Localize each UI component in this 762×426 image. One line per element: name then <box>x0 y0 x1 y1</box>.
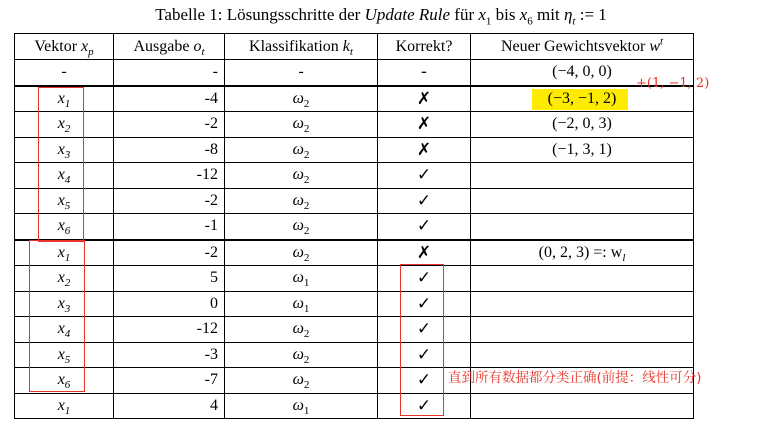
cell-klassifikation: $\omega_1$ <box>225 266 378 292</box>
convergence-note: 直到所有数据都分类正确(前提：线性可分) <box>448 370 702 386</box>
cell-gewichtsvektor <box>471 317 694 343</box>
cell-korrekt: ✓ <box>378 317 471 343</box>
cell-ausgabe: -4 <box>114 86 225 112</box>
cell-ausgabe: -3 <box>114 342 225 368</box>
cell-korrekt: - <box>378 60 471 86</box>
cell-klassifikation: $\omega_2$ <box>225 317 378 343</box>
table-row <box>15 188 694 214</box>
cell-gewichtsvektor: (−3, −1, 2) <box>471 86 694 112</box>
cell-klassifikation: $\omega_1$ <box>225 291 378 317</box>
cell-korrekt: ✗ <box>378 137 471 163</box>
cell-vektor: $x_5$ <box>15 342 114 368</box>
cell-klassifikation: $\omega_2$ <box>225 163 378 189</box>
cell-gewichtsvektor: (−1, 3, 1) <box>471 137 694 163</box>
header-gewichtsvektor: Neuer Gewichtsvektor $w^t$ <box>471 34 694 60</box>
cell-ausgabe: -7 <box>114 368 225 394</box>
cell-korrekt: ✓ <box>378 291 471 317</box>
cell-ausgabe: - <box>114 60 225 86</box>
cell-ausgabe: -2 <box>114 188 225 214</box>
table-row <box>15 317 694 343</box>
cell-korrekt: ✓ <box>378 163 471 189</box>
cell-ausgabe: -2 <box>114 240 225 266</box>
cell-ausgabe: 0 <box>114 291 225 317</box>
cell-gewichtsvektor <box>471 342 694 368</box>
table-row <box>15 112 694 138</box>
table-row <box>15 137 694 163</box>
header-ausgabe: Ausgabe $o_t$ <box>114 34 225 60</box>
cell-vektor: $x_3$ <box>15 137 114 163</box>
cell-gewichtsvektor <box>471 393 694 419</box>
cell-vektor: $x_2$ <box>15 266 114 292</box>
cell-ausgabe: 5 <box>114 266 225 292</box>
cell-klassifikation: $\omega_2$ <box>225 342 378 368</box>
table-row <box>15 240 694 266</box>
cell-ausgabe: 4 <box>114 393 225 419</box>
cell-gewichtsvektor <box>471 291 694 317</box>
cell-klassifikation: - <box>225 60 378 86</box>
cell-klassifikation: $\omega_2$ <box>225 240 378 266</box>
cell-vektor: $x_6$ <box>15 214 114 240</box>
cell-vektor: $x_6$ <box>15 368 114 394</box>
table-row <box>15 214 694 240</box>
cell-korrekt: ✗ <box>378 112 471 138</box>
header-korrekt: Korrekt? <box>378 34 471 60</box>
header-klassifikation: Klassifikation $k_t$ <box>225 34 378 60</box>
cell-vektor: - <box>15 60 114 86</box>
cell-korrekt: ✗ <box>378 240 471 266</box>
table-caption: Tabelle 1: Lösungsschritte der Update Rule für $x_1$ bis $x_6$ mit $\eta_t$ := 1 <box>155 5 607 28</box>
cell-klassifikation: $\omega_2$ <box>225 188 378 214</box>
cell-korrekt: ✗ <box>378 86 471 112</box>
cell-korrekt: ✓ <box>378 368 471 394</box>
table-row <box>15 163 694 189</box>
cell-ausgabe: -8 <box>114 137 225 163</box>
cell-ausgabe: -2 <box>114 112 225 138</box>
cell-vektor: $x_4$ <box>15 317 114 343</box>
cell-vektor: $x_1$ <box>15 86 114 112</box>
cell-gewichtsvektor <box>471 266 694 292</box>
table-row <box>15 266 694 292</box>
cell-gewichtsvektor: (−2, 0, 3) <box>471 112 694 138</box>
cell-korrekt: ✓ <box>378 342 471 368</box>
cell-gewichtsvektor <box>471 188 694 214</box>
table-row <box>15 291 694 317</box>
cell-vektor: $x_3$ <box>15 291 114 317</box>
cell-korrekt: ✓ <box>378 266 471 292</box>
cell-vektor: $x_2$ <box>15 112 114 138</box>
cell-ausgabe: -1 <box>114 214 225 240</box>
cell-klassifikation: $\omega_2$ <box>225 368 378 394</box>
cell-ausgabe: -12 <box>114 163 225 189</box>
table-row <box>15 342 694 368</box>
cell-korrekt: ✓ <box>378 214 471 240</box>
table-row <box>15 86 694 112</box>
table-header-row <box>15 34 694 60</box>
cell-klassifikation: $\omega_2$ <box>225 86 378 112</box>
solution-table <box>14 33 694 419</box>
cell-korrekt: ✓ <box>378 188 471 214</box>
cell-klassifikation: $\omega_2$ <box>225 214 378 240</box>
red-box-first-epoch-vectors <box>38 87 84 242</box>
cell-klassifikation: $\omega_2$ <box>225 112 378 138</box>
red-box-second-epoch-vectors <box>29 240 85 392</box>
cell-gewichtsvektor: (−4, 0, 0) <box>471 60 694 86</box>
cell-klassifikation: $\omega_2$ <box>225 137 378 163</box>
cell-ausgabe: -12 <box>114 317 225 343</box>
cell-vektor: $x_5$ <box>15 188 114 214</box>
cell-vektor: $x_1$ <box>15 240 114 266</box>
cell-vektor: $x_4$ <box>15 163 114 189</box>
cell-gewichtsvektor <box>471 214 694 240</box>
weight-delta-annotation: +(1, −1, 2) <box>636 76 710 91</box>
cell-klassifikation: $\omega_1$ <box>225 393 378 419</box>
header-vektor: Vektor $x_p$ <box>15 34 114 60</box>
red-box-second-epoch-correct <box>400 264 444 416</box>
table-row <box>15 393 694 419</box>
caption-rule-name: Update Rule <box>364 5 451 24</box>
table-row <box>15 60 694 86</box>
cell-korrekt: ✓ <box>378 393 471 419</box>
cell-gewichtsvektor: (0, 2, 3) =: $w_l$ <box>471 240 694 266</box>
cell-vektor: $x_1$ <box>15 393 114 419</box>
cell-gewichtsvektor <box>471 163 694 189</box>
